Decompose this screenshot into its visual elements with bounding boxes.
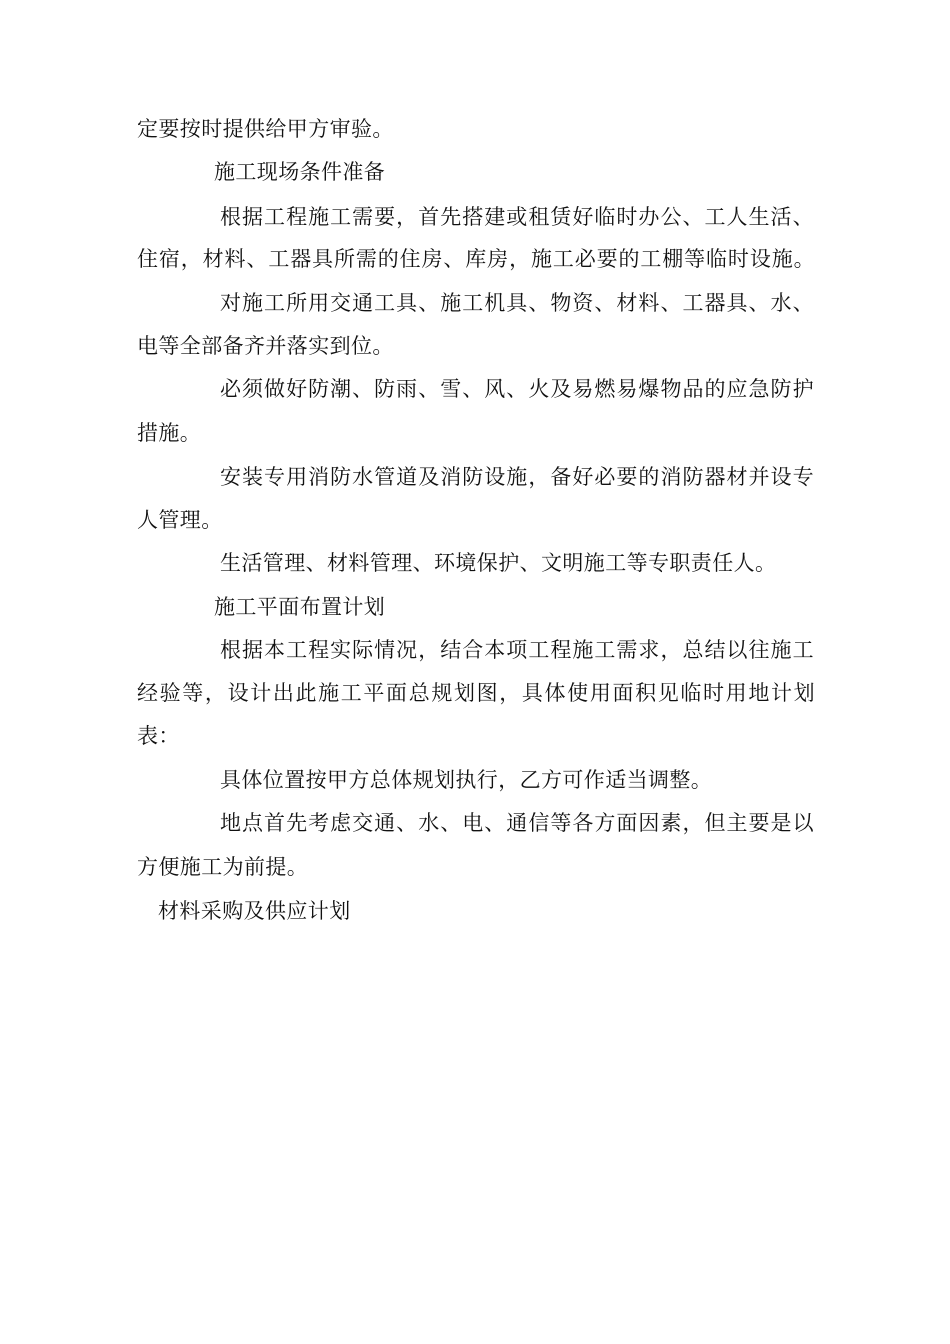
- paragraph-line: 根据本工程实际情况，结合本项工程施工需求，总结以往施工: [220, 638, 814, 662]
- paragraph-line: 表：: [137, 724, 180, 748]
- paragraph-line: 电等全部备齐并落实到位。: [137, 334, 394, 358]
- paragraph-line: 经验等，设计出此施工平面总规划图，具体使用面积见临时用地计划: [137, 681, 815, 705]
- paragraph-line: 地点首先考虑交通、水、电、通信等各方面因素，但主要是以: [220, 811, 814, 835]
- paragraph-line: 安装专用消防水管道及消防设施，备好必要的消防器材并设专: [220, 465, 814, 489]
- paragraph-line: 对施工所用交通工具、施工机具、物资、材料、工器具、水、: [220, 291, 814, 315]
- paragraph-line: 措施。: [137, 421, 202, 445]
- paragraph-line: 住宿，材料、工器具所需的住房、库房，施工必要的工棚等临时设施。: [137, 247, 815, 271]
- section-heading: 施工现场条件准备: [214, 160, 386, 184]
- paragraph-line: 生活管理、材料管理、环境保护、文明施工等专职责任人。: [220, 551, 777, 575]
- paragraph-line: 具体位置按甲方总体规划执行，乙方可作适当调整。: [220, 768, 713, 792]
- section-heading: 施工平面布置计划: [214, 595, 386, 619]
- paragraph-line: 定要按时提供给甲方审验。: [137, 117, 394, 141]
- paragraph-line: 必须做好防潮、防雨、雪、风、火及易燃易爆物品的应急防护: [220, 377, 814, 401]
- paragraph-line: 人管理。: [137, 508, 223, 532]
- section-heading: 材料采购及供应计划: [158, 899, 351, 923]
- paragraph-line: 根据工程施工需要，首先搭建或租赁好临时办公、工人生活、: [220, 205, 814, 229]
- paragraph-line: 方便施工为前提。: [137, 855, 309, 879]
